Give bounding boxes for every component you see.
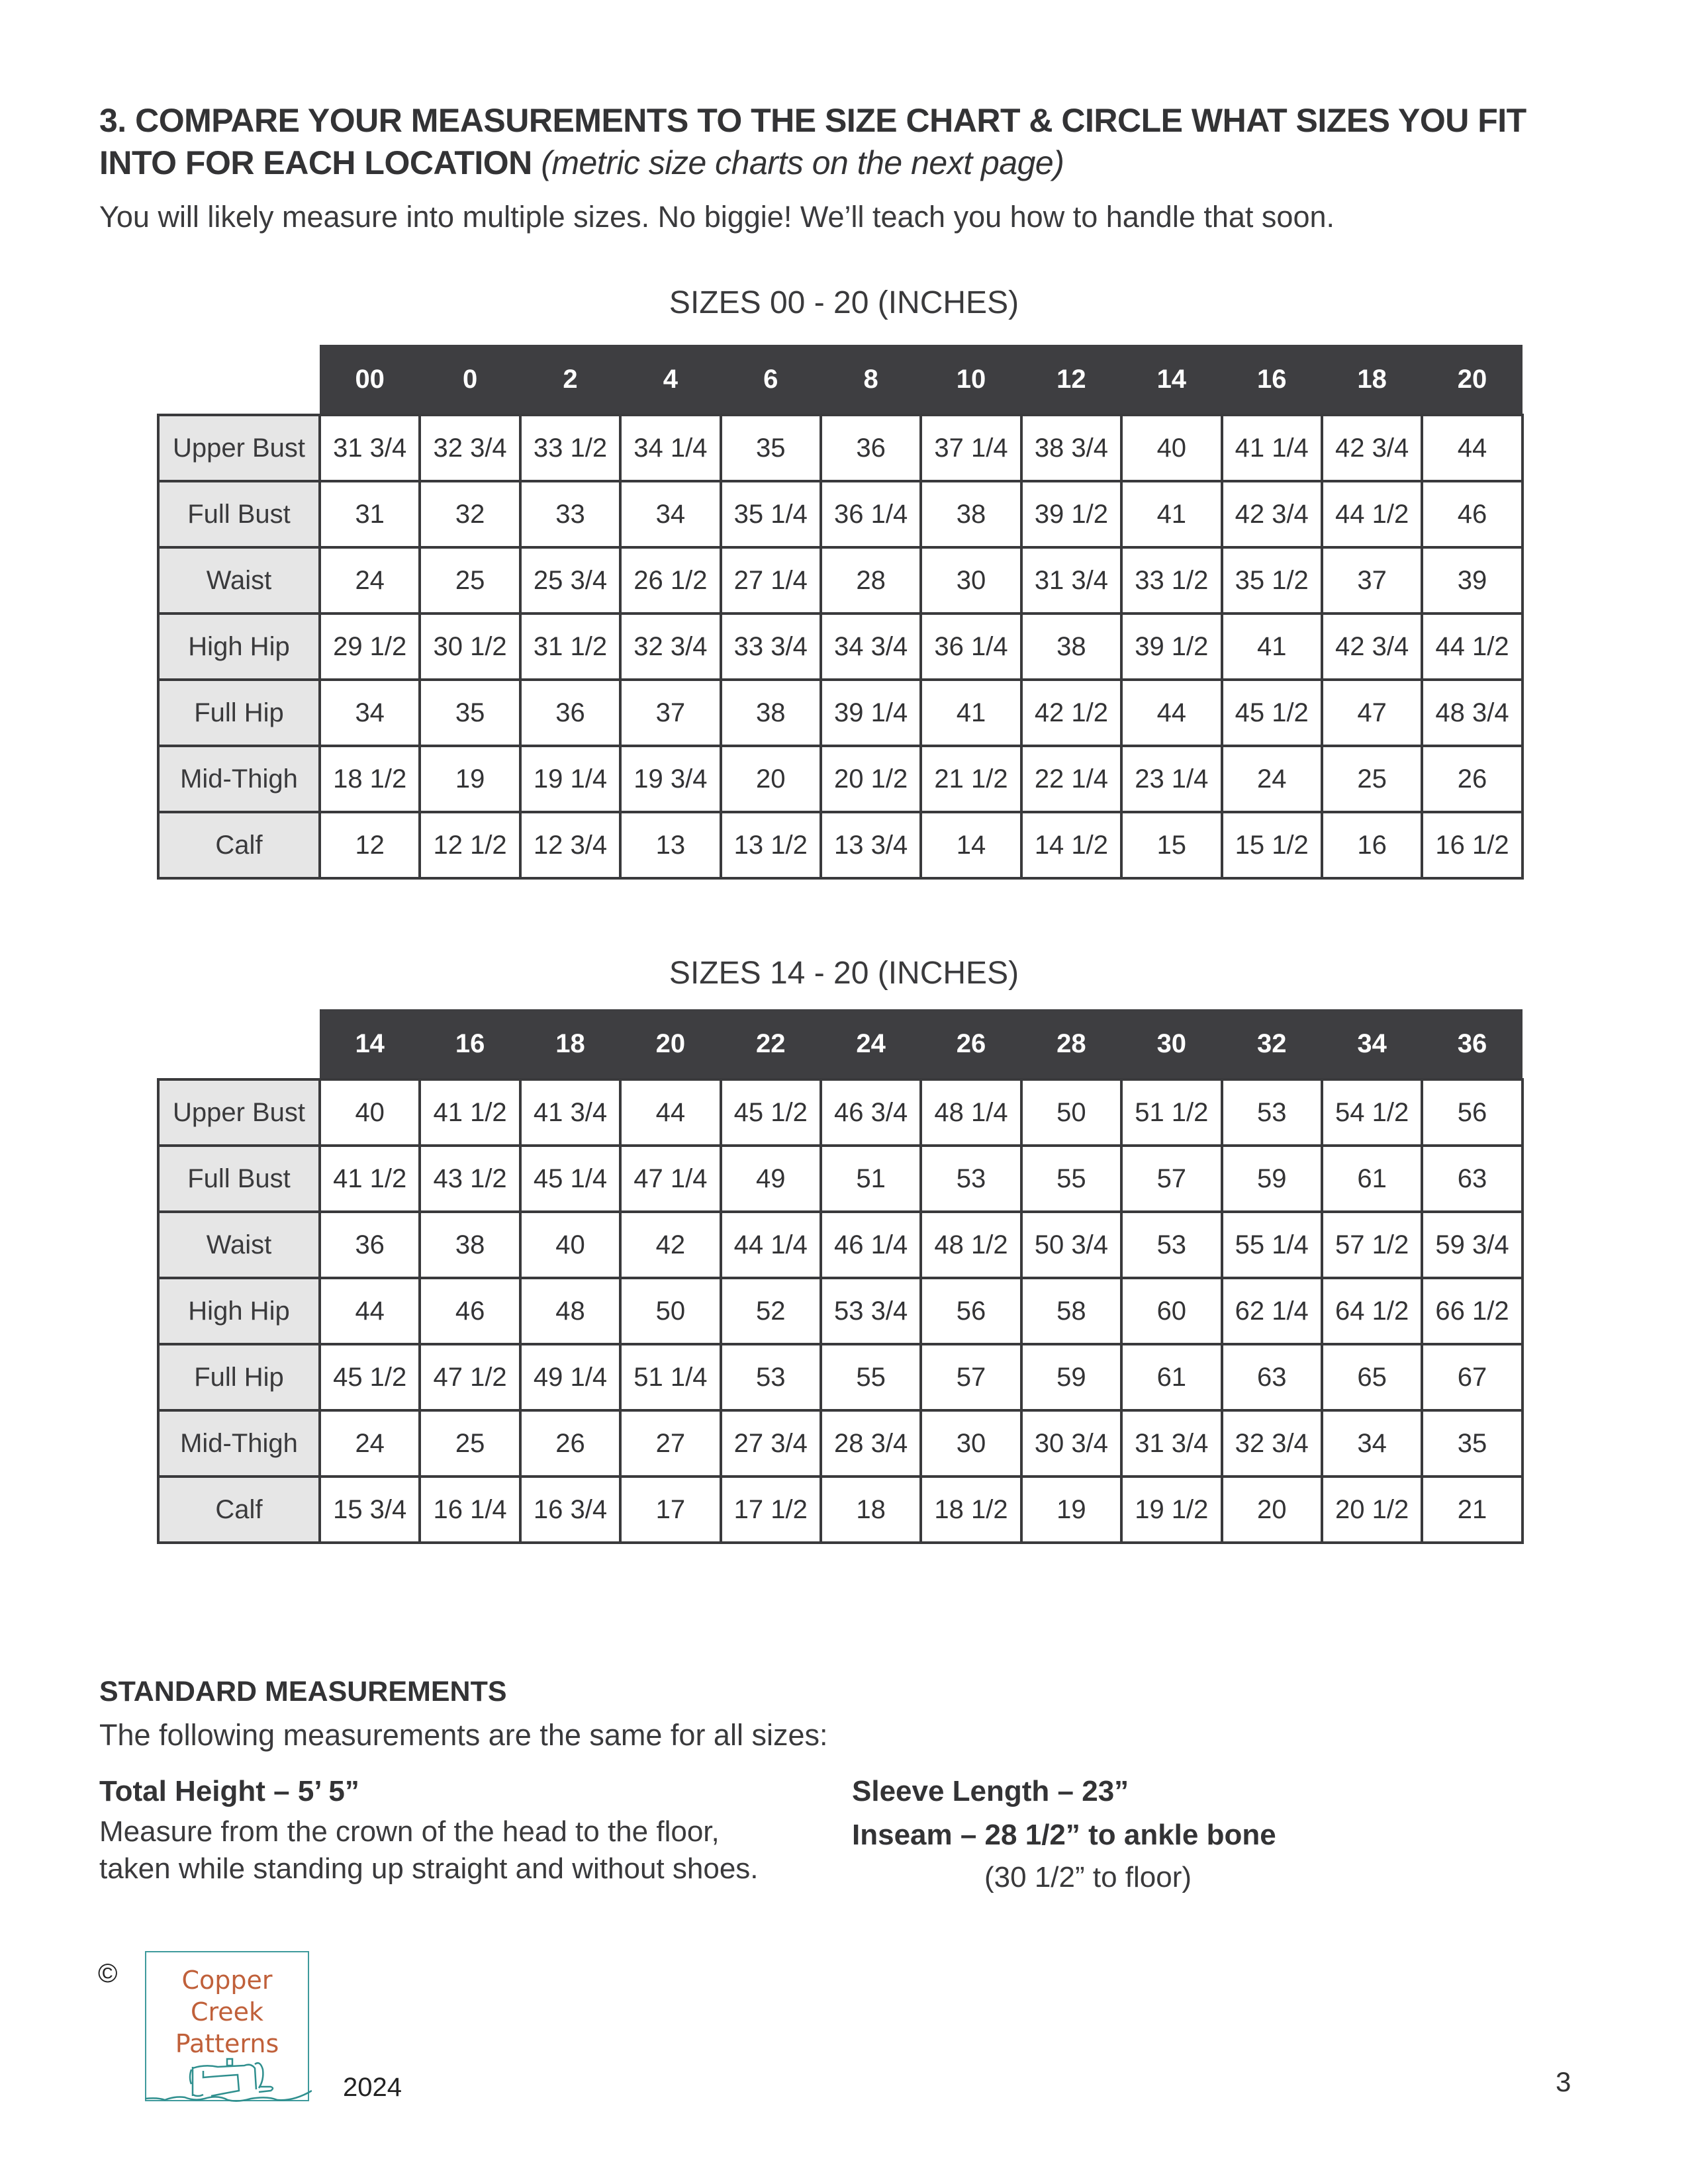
size-header-00: 00 [320, 345, 420, 415]
row-label: Full Bust [158, 1146, 320, 1212]
measurement-cell: 27 3/4 [721, 1410, 821, 1477]
measurement-cell: 18 1/2 [921, 1477, 1021, 1543]
measurement-cell: 63 [1222, 1344, 1322, 1410]
measurement-cell: 48 1/4 [921, 1079, 1021, 1146]
measurement-cell: 30 3/4 [1021, 1410, 1121, 1477]
measurement-cell: 61 [1322, 1146, 1422, 1212]
measurement-cell: 51 1/4 [620, 1344, 720, 1410]
measurement-cell: 24 [320, 1410, 420, 1477]
size-header-28: 28 [1021, 1009, 1121, 1079]
measurement-cell: 40 [1121, 415, 1221, 481]
measurement-cell: 16 [1322, 812, 1422, 878]
measurement-cell: 60 [1121, 1278, 1221, 1344]
measurement-cell: 24 [320, 547, 420, 614]
measurement-cell: 44 [1422, 415, 1522, 481]
measurement-cell: 13 1/2 [721, 812, 821, 878]
measurement-cell: 36 [821, 415, 921, 481]
measurement-cell: 19 [1021, 1477, 1121, 1543]
header-corner [158, 1009, 320, 1079]
measurement-cell: 59 [1222, 1146, 1322, 1212]
copper-creek-logo [145, 1951, 309, 2101]
measurement-cell: 38 [721, 680, 821, 746]
measurement-cell: 39 1/4 [821, 680, 921, 746]
measurement-row-upper-bust [158, 1079, 1523, 1146]
measurement-row-high-hip [158, 614, 1523, 680]
measurement-cell: 24 [1222, 746, 1322, 812]
measurement-cell: 44 1/4 [721, 1212, 821, 1278]
size-header-14: 14 [320, 1009, 420, 1079]
measurement-cell: 35 1/2 [1222, 547, 1322, 614]
row-label: Mid-Thigh [158, 746, 320, 812]
measurement-cell: 45 1/4 [520, 1146, 620, 1212]
row-label: Full Bust [158, 481, 320, 547]
measurement-cell: 44 [620, 1079, 720, 1146]
measurement-cell: 43 1/2 [420, 1146, 520, 1212]
measurement-cell: 46 3/4 [821, 1079, 921, 1146]
row-label: Waist [158, 547, 320, 614]
inseam-note: (30 1/2” to floor) [984, 1861, 1192, 1893]
measurement-cell: 31 3/4 [1021, 547, 1121, 614]
logo-line-2: Creek [190, 1997, 264, 2026]
size-header-6: 6 [721, 345, 821, 415]
measurement-cell: 33 1/2 [1121, 547, 1221, 614]
measurement-cell: 37 [1322, 547, 1422, 614]
measurement-cell: 14 [921, 812, 1021, 878]
measurement-cell: 39 1/2 [1021, 481, 1121, 547]
measurement-cell: 56 [921, 1278, 1021, 1344]
measurement-cell: 31 1/2 [520, 614, 620, 680]
measurement-cell: 50 [1021, 1079, 1121, 1146]
measurement-cell: 64 1/2 [1322, 1278, 1422, 1344]
measurement-cell: 30 [921, 1410, 1021, 1477]
measurement-cell: 44 1/2 [1422, 614, 1522, 680]
sleeve-inseam-block [852, 1770, 1580, 1898]
measurement-cell: 56 [1422, 1079, 1522, 1146]
sleeve-length-label: Sleeve Length – 23” [852, 1775, 1129, 1807]
measurement-cell: 41 [921, 680, 1021, 746]
measurement-cell: 50 [620, 1278, 720, 1344]
measurement-cell: 34 1/4 [620, 415, 720, 481]
measurement-cell: 12 3/4 [520, 812, 620, 878]
section-heading-note: (metric size charts on the next page) [541, 144, 1064, 181]
measurement-cell: 25 3/4 [520, 547, 620, 614]
measurement-cell: 41 1/2 [420, 1079, 520, 1146]
measurement-cell: 37 [620, 680, 720, 746]
measurement-cell: 33 1/2 [520, 415, 620, 481]
measurement-cell: 19 [420, 746, 520, 812]
measurement-cell: 38 [1021, 614, 1121, 680]
measurement-cell: 20 [721, 746, 821, 812]
measurement-cell: 34 [1322, 1410, 1422, 1477]
measurement-cell: 54 1/2 [1322, 1079, 1422, 1146]
measurement-cell: 49 [721, 1146, 821, 1212]
section-heading [99, 99, 1589, 184]
inseam-label: Inseam – 28 1/2” to ankle bone [852, 1819, 1276, 1851]
measurement-row-upper-bust [158, 415, 1523, 481]
measurement-cell: 36 [520, 680, 620, 746]
measurement-cell: 41 1/4 [1222, 415, 1322, 481]
size-header-16: 16 [420, 1009, 520, 1079]
measurement-cell: 26 [520, 1410, 620, 1477]
measurement-cell: 20 1/2 [821, 746, 921, 812]
measurement-cell: 21 1/2 [921, 746, 1021, 812]
measurement-cell: 40 [320, 1079, 420, 1146]
measurement-row-full-hip [158, 1344, 1523, 1410]
page-number: 3 [1556, 2066, 1571, 2097]
measurement-cell: 58 [1021, 1278, 1121, 1344]
measurement-cell: 16 1/4 [420, 1477, 520, 1543]
measurement-cell: 14 1/2 [1021, 812, 1121, 878]
measurement-cell: 27 1/4 [721, 547, 821, 614]
measurement-cell: 59 3/4 [1422, 1212, 1522, 1278]
measurement-cell: 32 3/4 [1222, 1410, 1322, 1477]
measurement-cell: 39 1/2 [1121, 614, 1221, 680]
measurement-cell: 36 [320, 1212, 420, 1278]
measurement-cell: 20 1/2 [1322, 1477, 1422, 1543]
measurement-cell: 23 1/4 [1121, 746, 1221, 812]
measurement-cell: 55 1/4 [1222, 1212, 1322, 1278]
measurement-cell: 28 3/4 [821, 1410, 921, 1477]
measurement-row-full-bust [158, 1146, 1523, 1212]
measurement-cell: 48 3/4 [1422, 680, 1522, 746]
measurement-row-waist [158, 547, 1523, 614]
measurement-cell: 53 [1121, 1212, 1221, 1278]
measurement-cell: 33 3/4 [721, 614, 821, 680]
measurement-row-full-bust [158, 481, 1523, 547]
table2-title: SIZES 14 - 20 (INCHES) [669, 956, 1019, 991]
measurement-cell: 41 1/2 [320, 1146, 420, 1212]
row-label: Upper Bust [158, 1079, 320, 1146]
total-height-block [99, 1770, 827, 1888]
header-corner [158, 345, 320, 415]
measurement-cell: 30 [921, 547, 1021, 614]
measurement-row-full-hip [158, 680, 1523, 746]
measurement-cell: 45 1/2 [1222, 680, 1322, 746]
measurement-cell: 31 [320, 481, 420, 547]
row-label: Full Hip [158, 1344, 320, 1410]
measurement-cell: 41 [1222, 614, 1322, 680]
row-label: Calf [158, 1477, 320, 1543]
measurement-cell: 44 [1121, 680, 1221, 746]
measurement-cell: 27 [620, 1410, 720, 1477]
measurement-cell: 30 1/2 [420, 614, 520, 680]
measurement-cell: 50 3/4 [1021, 1212, 1121, 1278]
measurement-cell: 65 [1322, 1344, 1422, 1410]
measurement-cell: 49 1/4 [520, 1344, 620, 1410]
measurement-cell: 53 [1222, 1079, 1322, 1146]
measurement-cell: 35 [1422, 1410, 1522, 1477]
size-chart-00-20 [157, 345, 1524, 880]
size-header-24: 24 [821, 1009, 921, 1079]
measurement-cell: 19 1/4 [520, 746, 620, 812]
measurement-cell: 26 [1422, 746, 1522, 812]
measurement-cell: 18 [821, 1477, 921, 1543]
row-label: Full Hip [158, 680, 320, 746]
row-label: High Hip [158, 614, 320, 680]
size-header-22: 22 [721, 1009, 821, 1079]
measurement-cell: 42 3/4 [1322, 415, 1422, 481]
measurement-cell: 66 1/2 [1422, 1278, 1522, 1344]
size-header-20: 20 [1422, 345, 1522, 415]
size-header-4: 4 [620, 345, 720, 415]
measurement-cell: 34 [320, 680, 420, 746]
measurement-cell: 53 3/4 [821, 1278, 921, 1344]
measurement-cell: 35 1/4 [721, 481, 821, 547]
size-header-row [158, 345, 1523, 415]
measurement-cell: 61 [1121, 1344, 1221, 1410]
measurement-cell: 16 3/4 [520, 1477, 620, 1543]
measurement-cell: 19 1/2 [1121, 1477, 1221, 1543]
size-header-26: 26 [921, 1009, 1021, 1079]
measurement-cell: 20 [1222, 1477, 1322, 1543]
row-label: Waist [158, 1212, 320, 1278]
measurement-cell: 45 1/2 [721, 1079, 821, 1146]
measurement-cell: 41 3/4 [520, 1079, 620, 1146]
table1-title: SIZES 00 - 20 (INCHES) [669, 285, 1019, 320]
measurement-cell: 45 1/2 [320, 1344, 420, 1410]
measurement-row-calf [158, 1477, 1523, 1543]
measurement-cell: 25 [1322, 746, 1422, 812]
measurement-cell: 31 3/4 [1121, 1410, 1221, 1477]
measurement-cell: 25 [420, 1410, 520, 1477]
size-header-14: 14 [1121, 345, 1221, 415]
measurement-cell: 42 3/4 [1222, 481, 1322, 547]
measurement-cell: 17 [620, 1477, 720, 1543]
sewing-machine-icon [145, 2058, 312, 2104]
measurement-cell: 46 1/4 [821, 1212, 921, 1278]
size-header-18: 18 [1322, 345, 1422, 415]
section-heading-bold: 3. COMPARE YOUR MEASUREMENTS TO THE SIZE CHART & CIRCLE WHAT SIZES YOU FIT INTO FOR EACH LOCATION [99, 102, 1526, 181]
size-header-18: 18 [520, 1009, 620, 1079]
measurement-cell: 51 1/2 [1121, 1079, 1221, 1146]
measurement-cell: 32 3/4 [620, 614, 720, 680]
measurement-cell: 40 [520, 1212, 620, 1278]
measurement-cell: 48 [520, 1278, 620, 1344]
size-header-0: 0 [420, 345, 520, 415]
measurement-cell: 44 1/2 [1322, 481, 1422, 547]
size-header-row [158, 1009, 1523, 1079]
measurement-cell: 28 [821, 547, 921, 614]
standard-measurements-subtitle: The following measurements are the same for all sizes: [99, 1718, 828, 1752]
size-chart-14-36 [157, 1009, 1524, 1544]
size-header-36: 36 [1422, 1009, 1522, 1079]
total-height-desc-line1: Measure from the crown of the head to the floor, [99, 1815, 720, 1848]
measurement-cell: 52 [721, 1278, 821, 1344]
measurement-row-calf [158, 812, 1523, 878]
measurement-cell: 47 [1322, 680, 1422, 746]
size-header-30: 30 [1121, 1009, 1221, 1079]
copyright-symbol: © [98, 1959, 118, 1988]
logo-line-1: Copper [181, 1966, 273, 1995]
measurement-cell: 17 1/2 [721, 1477, 821, 1543]
logo-line-3: Patterns [175, 2029, 279, 2058]
measurement-cell: 34 [620, 481, 720, 547]
total-height-desc-line2: taken while standing up straight and without shoes. [99, 1852, 759, 1885]
measurement-cell: 67 [1422, 1344, 1522, 1410]
measurement-cell: 39 [1422, 547, 1522, 614]
intro-text: You will likely measure into multiple sizes. No biggie! We’ll teach you how to handle that soon. [99, 200, 1335, 234]
size-header-20: 20 [620, 1009, 720, 1079]
measurement-cell: 25 [420, 547, 520, 614]
size-header-2: 2 [520, 345, 620, 415]
size-header-8: 8 [821, 345, 921, 415]
measurement-cell: 33 [520, 481, 620, 547]
measurement-row-mid-thigh [158, 1410, 1523, 1477]
measurement-cell: 42 [620, 1212, 720, 1278]
measurement-cell: 62 1/4 [1222, 1278, 1322, 1344]
measurement-cell: 44 [320, 1278, 420, 1344]
measurement-cell: 16 1/2 [1422, 812, 1522, 878]
size-header-10: 10 [921, 345, 1021, 415]
measurement-row-high-hip [158, 1278, 1523, 1344]
standard-measurements-title: STANDARD MEASUREMENTS [99, 1676, 507, 1707]
row-label: Upper Bust [158, 415, 320, 481]
measurement-cell: 12 [320, 812, 420, 878]
measurement-cell: 55 [821, 1344, 921, 1410]
size-header-32: 32 [1222, 1009, 1322, 1079]
measurement-cell: 26 1/2 [620, 547, 720, 614]
measurement-cell: 13 [620, 812, 720, 878]
measurement-cell: 32 [420, 481, 520, 547]
measurement-cell: 21 [1422, 1477, 1522, 1543]
measurement-cell: 51 [821, 1146, 921, 1212]
row-label: Mid-Thigh [158, 1410, 320, 1477]
measurement-cell: 32 3/4 [420, 415, 520, 481]
measurement-cell: 57 1/2 [1322, 1212, 1422, 1278]
measurement-cell: 53 [721, 1344, 821, 1410]
measurement-cell: 42 1/2 [1021, 680, 1121, 746]
measurement-cell: 57 [1121, 1146, 1221, 1212]
measurement-cell: 38 [420, 1212, 520, 1278]
measurement-cell: 18 1/2 [320, 746, 420, 812]
measurement-cell: 36 1/4 [921, 614, 1021, 680]
measurement-cell: 13 3/4 [821, 812, 921, 878]
measurement-cell: 29 1/2 [320, 614, 420, 680]
measurement-cell: 31 3/4 [320, 415, 420, 481]
measurement-cell: 19 3/4 [620, 746, 720, 812]
copyright-year: 2024 [343, 2073, 402, 2102]
measurement-cell: 47 1/2 [420, 1344, 520, 1410]
size-header-34: 34 [1322, 1009, 1422, 1079]
size-header-16: 16 [1222, 345, 1322, 415]
measurement-cell: 38 [921, 481, 1021, 547]
measurement-row-waist [158, 1212, 1523, 1278]
measurement-cell: 57 [921, 1344, 1021, 1410]
measurement-cell: 15 3/4 [320, 1477, 420, 1543]
measurement-cell: 42 3/4 [1322, 614, 1422, 680]
measurement-cell: 53 [921, 1146, 1021, 1212]
row-label: High Hip [158, 1278, 320, 1344]
measurement-cell: 15 [1121, 812, 1221, 878]
measurement-cell: 35 [721, 415, 821, 481]
measurement-cell: 46 [1422, 481, 1522, 547]
measurement-cell: 63 [1422, 1146, 1522, 1212]
measurement-cell: 59 [1021, 1344, 1121, 1410]
measurement-cell: 38 3/4 [1021, 415, 1121, 481]
total-height-label: Total Height – 5’ 5” [99, 1775, 359, 1807]
measurement-cell: 22 1/4 [1021, 746, 1121, 812]
size-header-12: 12 [1021, 345, 1121, 415]
measurement-cell: 41 [1121, 481, 1221, 547]
measurement-row-mid-thigh [158, 746, 1523, 812]
measurement-cell: 34 3/4 [821, 614, 921, 680]
measurement-cell: 35 [420, 680, 520, 746]
measurement-cell: 46 [420, 1278, 520, 1344]
measurement-cell: 48 1/2 [921, 1212, 1021, 1278]
row-label: Calf [158, 812, 320, 878]
measurement-cell: 36 1/4 [821, 481, 921, 547]
measurement-cell: 15 1/2 [1222, 812, 1322, 878]
measurement-cell: 37 1/4 [921, 415, 1021, 481]
measurement-cell: 12 1/2 [420, 812, 520, 878]
measurement-cell: 55 [1021, 1146, 1121, 1212]
measurement-cell: 47 1/4 [620, 1146, 720, 1212]
